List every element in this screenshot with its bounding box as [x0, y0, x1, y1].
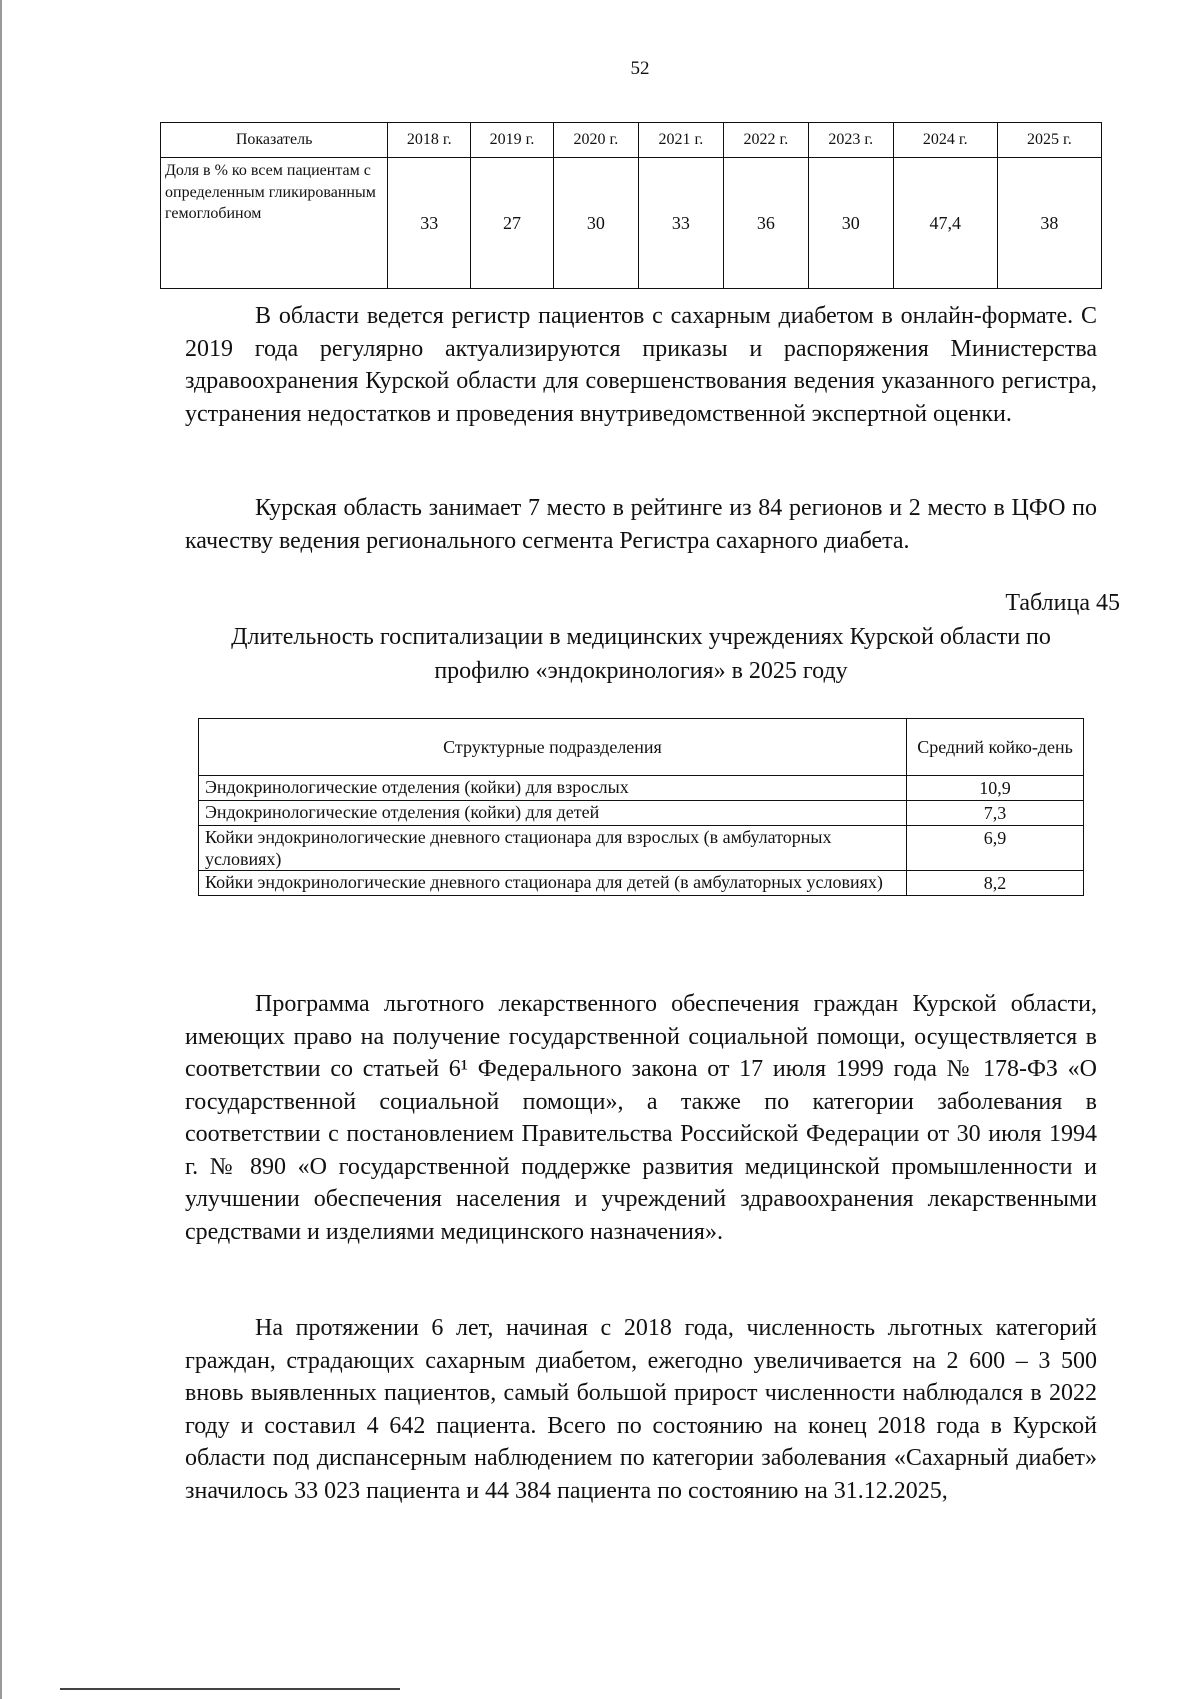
bottom-rule — [60, 1688, 400, 1690]
glycated-hemoglobin-table — [160, 122, 1102, 289]
unit-name-cell: Эндокринологические отделения (койки) для взрослых — [199, 776, 907, 801]
value-cell: 6,9 — [907, 826, 1084, 871]
header-cell: 2024 г. — [893, 123, 997, 158]
paragraph-registry: В области ведется регистр пациентов с сахарным диабетом в онлайн-формате. С 2019 года регулярно актуализируются приказы и распоряжения Министерства здравоохранения Курской области для совершенствования ведения указанного регистра, устранения недостатков и проведения внутриведомственной экспертной оценки. — [185, 303, 1097, 427]
paragraph-drug-program: Программа льготного лекарственного обеспечения граждан Курской области, имеющих право на получение государственной социальной помощи, осуществляется в соответствии со статьей 6¹ Федерального закона от 17 июля 1999 года № 178-ФЗ «О государственной социальной помощи», а также по категории заболевания в соответствии с постановлением Правительства Российской Федерации от 30 июля 1994 г. № 890 «О государственной поддержке развития медицинской промышленности и улучшении обеспечения населения и учреждений здравоохранения лекарственными средствами и изделиями медицинского назначения». — [185, 991, 1097, 1245]
scan-left-edge — [0, 0, 2, 1699]
unit-name-cell: Койки эндокринологические дневного стационара для взрослых (в амбулаторных условиях) — [199, 826, 907, 871]
header-cell: Средний койко-день — [907, 719, 1084, 776]
value-cell: 10,9 — [907, 776, 1084, 801]
unit-name-cell: Эндокринологические отделения (койки) для детей — [199, 801, 907, 826]
paragraph-patient-growth: На протяжении 6 лет, начиная с 2018 года, численность льготных категорий граждан, страдающих сахарным диабетом, ежегодно увеличивается на 2 600 – 3 500 вновь выявленных пациентов, самый большой прирост численности наблюдался в 2022 году и составил 4 642 пациента. Всего по состоянию на конец 2018 года в Курской области под диспансерным наблюдением по категории заболевания «Сахарный диабет» значилось 33 023 пациента и 44 384 пациента по состоянию на 31.12.2025, — [185, 1315, 1097, 1504]
paragraph-rating: Курская область занимает 7 место в рейтинге из 84 регионов и 2 место в ЦФО по качеству ведения регионального сегмента Регистра сахарного диабета. — [185, 495, 1097, 554]
value-cell: 27 — [471, 158, 554, 289]
page-number: 52 — [630, 58, 650, 79]
value-cell: 30 — [553, 158, 638, 289]
unit-name-cell: Койки эндокринологические дневного стационара для детей (в амбулаторных условиях) — [199, 871, 907, 896]
header-cell: 2018 г. — [388, 123, 471, 158]
table-row — [199, 871, 1084, 896]
value-cell: 8,2 — [907, 871, 1084, 896]
header-cell: 2019 г. — [471, 123, 554, 158]
header-cell: 2023 г. — [808, 123, 893, 158]
table-row — [199, 801, 1084, 826]
value-cell: 33 — [388, 158, 471, 289]
table-row — [199, 776, 1084, 801]
value-cell: 33 — [638, 158, 723, 289]
header-cell: 2022 г. — [723, 123, 808, 158]
table-header-row — [161, 123, 1102, 158]
indicator-cell: Доля в % ко всем пациентам с определенным гликированным гемоглобином — [161, 158, 388, 289]
value-cell: 7,3 — [907, 801, 1084, 826]
value-cell: 30 — [808, 158, 893, 289]
header-cell: Показатель — [161, 123, 388, 158]
header-cell: 2025 г. — [997, 123, 1101, 158]
value-cell: 47,4 — [893, 158, 997, 289]
table-label: Таблица 45 — [1005, 590, 1120, 616]
table-row — [161, 158, 1102, 289]
table-row — [199, 826, 1084, 871]
header-cell: 2021 г. — [638, 123, 723, 158]
header-cell: 2020 г. — [553, 123, 638, 158]
table-header-row — [199, 719, 1084, 776]
value-cell: 36 — [723, 158, 808, 289]
table-title: Длительность госпитализации в медицинских учреждениях Курской области по профилю «эндокринология» в 2025 году — [231, 624, 1051, 684]
hospitalization-duration-table — [198, 718, 1084, 896]
header-cell: Структурные подразделения — [199, 719, 907, 776]
value-cell: 38 — [997, 158, 1101, 289]
